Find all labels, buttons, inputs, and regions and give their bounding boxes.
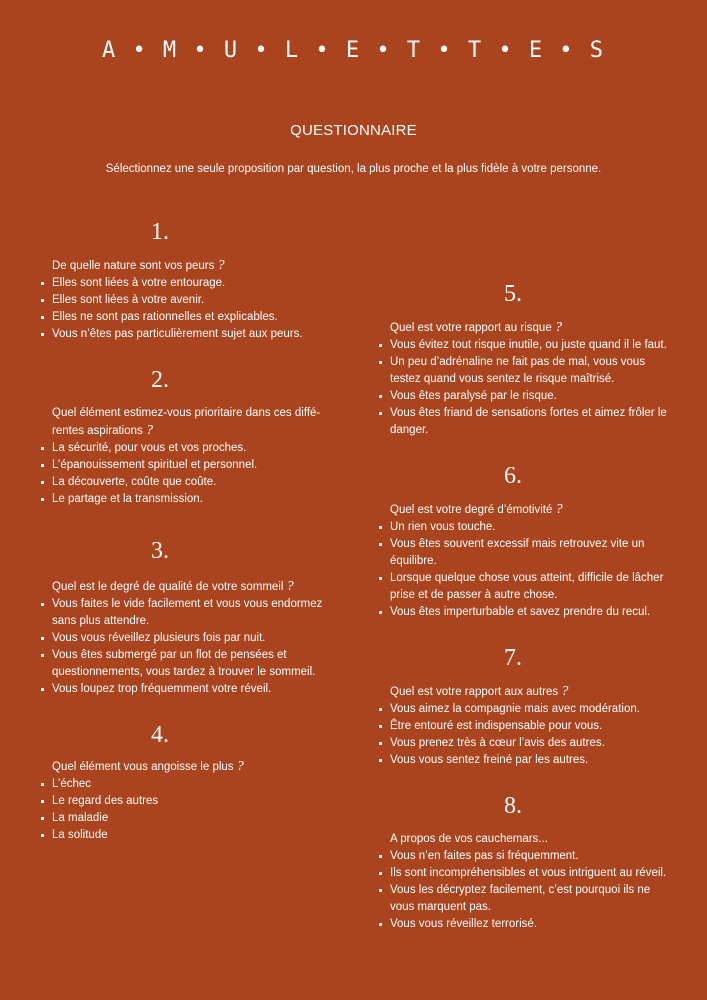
option-item[interactable]: Elles ne sont pas rationnelles et explicables. (40, 309, 330, 326)
question-number: 7. (504, 645, 522, 671)
option-item[interactable]: Ils sont incompréhensibles et vous intriguent au réveil. (378, 865, 668, 882)
option-item[interactable]: Le regard des autres (40, 793, 330, 810)
question-5 (378, 277, 678, 439)
option-item[interactable]: La solitude (40, 827, 330, 844)
option-item[interactable]: Vous loupez trop fréquemment votre réveil. (40, 681, 330, 698)
option-item[interactable]: Le partage et la transmission. (40, 491, 330, 508)
option-item[interactable]: Elles sont liées à votre entourage. (40, 275, 330, 292)
option-list (40, 440, 340, 508)
question-text: A propos de vos cauchemars... (390, 833, 548, 845)
option-item[interactable]: La maladie (40, 810, 330, 827)
left-column (40, 215, 340, 844)
right-column (378, 277, 678, 933)
question-text: Quel élément estimez-vous prioritaire dans ces diffé-rentes aspirations ? (52, 407, 321, 438)
question-number: 6. (504, 463, 522, 489)
option-item[interactable]: Vous êtes paralysé par le risque. (378, 388, 668, 405)
question-mark: ? (555, 502, 563, 517)
question-mark: ? (236, 759, 244, 774)
question-text: De quelle nature sont vos peurs ? (52, 258, 225, 273)
option-item[interactable]: Un peu d’adrénaline ne fait pas de mal, vous vous testez quand vous sentez le risque maîtrisé. (378, 354, 668, 388)
question-mark: ? (561, 684, 569, 699)
question-number: 4. (151, 722, 169, 748)
option-item[interactable]: Vous vous sentez freiné par les autres. (378, 752, 668, 769)
option-item[interactable]: La sécurité, pour vous et vos proches. (40, 440, 330, 457)
option-list (378, 519, 678, 621)
option-item[interactable]: Un rien vous touche. (378, 519, 668, 536)
option-list (378, 701, 678, 769)
question-2 (40, 363, 340, 508)
instructions-text: Sélectionnez une seule proposition par question, la plus proche et la plus fidèle à votre personne. (105, 163, 602, 175)
page-title: QUESTIONNAIRE (290, 122, 417, 139)
question-3 (40, 534, 340, 698)
option-item[interactable]: Vous vous réveillez plusieurs fois par nuit. (40, 630, 330, 647)
question-1 (40, 215, 340, 343)
question-number: 8. (504, 793, 522, 819)
option-item[interactable]: Lorsque quelque chose vous atteint, difficile de lâcher prise et de passer à autre chose. (378, 570, 668, 604)
option-list (40, 596, 340, 698)
option-item[interactable]: Vous vous réveillez terrorisé. (378, 916, 668, 933)
question-mark: ? (286, 579, 294, 594)
question-number: 3. (151, 538, 169, 564)
option-item[interactable]: Vous êtes imperturbable et savez prendre du recul. (378, 604, 668, 621)
question-8 (378, 789, 678, 933)
question-4 (40, 718, 340, 844)
brand-title: A • M • U • L • E • T • T • E • S (101, 38, 606, 63)
option-item[interactable]: Être entouré est indispensable pour vous. (378, 718, 668, 735)
option-item[interactable]: Elles sont liées à votre avenir. (40, 292, 330, 309)
option-item[interactable]: Vous êtes souvent excessif mais retrouvez vite un équilibre. (378, 536, 668, 570)
option-item[interactable]: Vous évitez tout risque inutile, ou juste quand il le faut. (378, 337, 668, 354)
option-item[interactable]: Vous les décryptez facilement, c’est pourquoi ils ne vous marquent pas. (378, 882, 668, 916)
question-number: 2. (151, 367, 169, 393)
question-number: 5. (504, 281, 522, 307)
option-list (40, 776, 340, 844)
question-6 (378, 459, 678, 621)
question-mark: ? (217, 258, 225, 273)
option-list (40, 275, 340, 343)
option-item[interactable]: Vous êtes friand de sensations fortes et aimez frôler le danger. (378, 405, 668, 439)
option-item[interactable]: Vous êtes submergé par un flot de pensées et questionnements, vous tardez à trouver le sommeil. (40, 647, 330, 681)
question-7 (378, 641, 678, 769)
option-item[interactable]: Vous prenez très à cœur l’avis des autres. (378, 735, 668, 752)
question-text: Quel élément vous angoisse le plus ? (52, 759, 244, 774)
question-text: Quel est votre rapport au risque ? (390, 320, 562, 335)
option-item[interactable]: L’épanouissement spirituel et personnel. (40, 457, 330, 474)
option-list (378, 848, 678, 933)
question-text: Quel est votre degré d’émotivité ? (390, 502, 563, 517)
option-list (378, 337, 678, 439)
option-item[interactable]: Vous n’êtes pas particulièrement sujet aux peurs. (40, 326, 330, 343)
question-mark: ? (554, 320, 562, 335)
question-number: 1. (151, 219, 169, 245)
question-text: Quel est votre rapport aux autres ? (390, 684, 569, 699)
question-mark: ? (145, 423, 153, 438)
question-text: Quel est le degré de qualité de votre sommeil ? (52, 579, 294, 594)
option-item[interactable]: Vous aimez la compagnie mais avec modération. (378, 701, 668, 718)
option-item[interactable]: L’échec (40, 776, 330, 793)
option-item[interactable]: Vous n’en faites pas si fréquemment. (378, 848, 668, 865)
option-item[interactable]: La découverte, coûte que coûte. (40, 474, 330, 491)
option-item[interactable]: Vous faites le vide facilement et vous vous endormez sans plus attendre. (40, 596, 330, 630)
